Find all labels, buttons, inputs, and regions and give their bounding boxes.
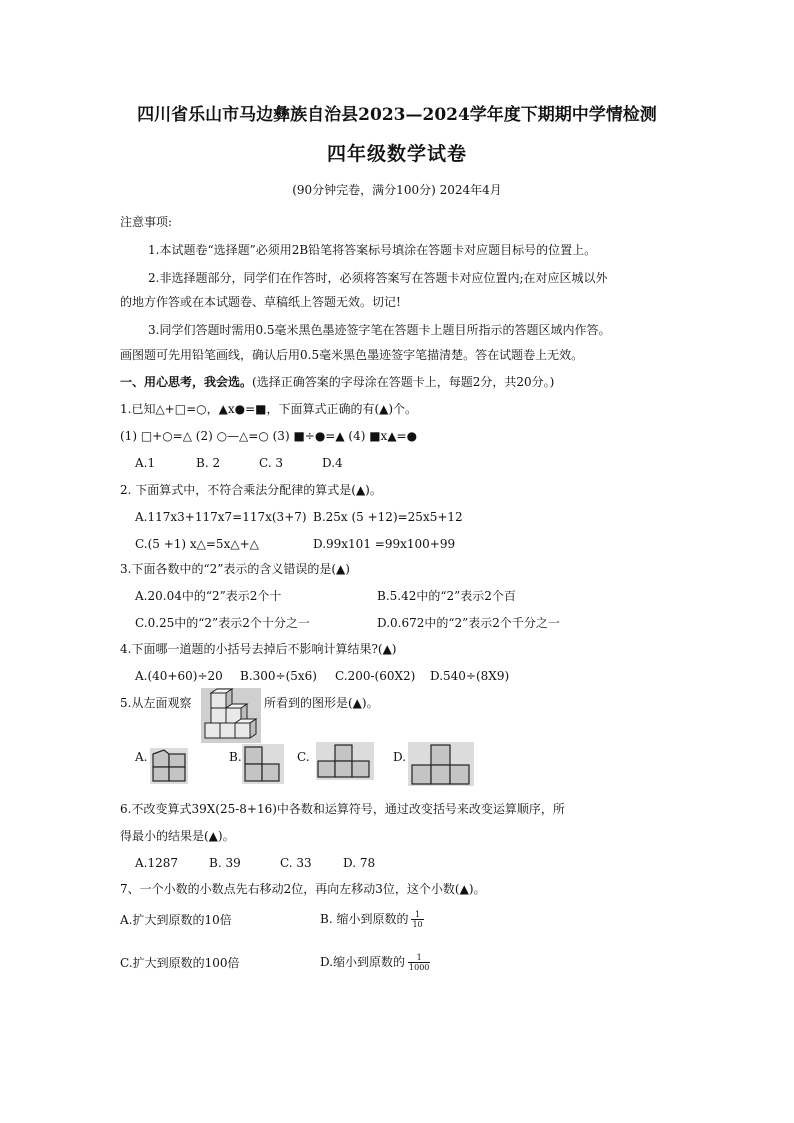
paper-title: 四年级数学试卷 — [326, 143, 467, 165]
question-4-stem: 4.下面哪一道题的小括号去掉后不影响计算结果?(▲) — [120, 642, 397, 656]
section-1-instruction: (选择正确答案的字母涂在答题卡上，每题2分，共20分。) — [252, 375, 555, 389]
question-2-stem: 2. 下面算式中，不符合乘法分配律的算式是(▲)。 — [120, 483, 382, 497]
question-2-option-d: D.99x101 =99x100+99 — [313, 537, 456, 551]
question-5-option-a: A. — [135, 750, 148, 764]
option-a-figure — [150, 748, 188, 784]
section-1-label: 一、用心思考，我会选。 — [120, 375, 253, 389]
note-2-line-1: 2.非选择题部分，同学们在作答时，必须将答案写在答题卡对应位置内;在对应区城以外 — [148, 271, 608, 285]
note-3-line-2: 画图题可先用铅笔画线，确认后用0.5毫米黑色墨迹签字笔描清楚。答在试题卷上无效。 — [120, 348, 584, 362]
question-5-option-c: C. — [297, 750, 310, 764]
option-c-figure — [316, 742, 374, 780]
question-7-option-a: A.扩大到原数的10倍 — [120, 913, 232, 927]
note-2-line-2: 的地方作答或在本试题卷、草稿纸上答题无效。切记! — [120, 295, 401, 309]
question-1-option-a: A.1 — [135, 456, 156, 470]
option-d-figure — [408, 742, 474, 786]
question-1-option-c: C. 3 — [259, 456, 284, 470]
question-3-option-d: D.0.672中的“2”表示2个千分之一 — [377, 616, 560, 630]
question-5-stem-right: 所看到的图形是(▲)。 — [264, 696, 379, 710]
question-2-option-c: C.(5 +1) x△=5x△+△ — [135, 537, 259, 551]
question-7-option-c: C.扩大到原数的100倍 — [120, 956, 240, 970]
question-6-stem-line-2: 得最小的结果是(▲)。 — [120, 829, 235, 843]
question-5-option-d: D. — [393, 750, 407, 764]
question-4-option-b: B.300÷(5x6) — [240, 669, 317, 683]
fraction-one-thousandth: $\frac{1}{1000}$ — [409, 953, 430, 972]
option-b-figure — [242, 744, 284, 784]
question-7-option-b — [320, 906, 424, 932]
question-7-option-d-text: D.缩小到原数的 — [320, 955, 406, 969]
question-6-option-b: B. 39 — [209, 856, 241, 870]
exam-header-title: 四川省乐山市马边彝族自治县2023—2024学年度下期期中学情检测 — [137, 105, 657, 125]
note-1: 1.本试题卷“选择题”必须用2B铅笔将答案标号填涂在答题卡对应题目标号的位置上。 — [148, 243, 597, 257]
note-3-line-1: 3.同学们答题时需用0.5毫米黑色墨迹签字笔在答题卡上题目所指示的答题区域内作答。 — [148, 323, 611, 337]
question-5-stem-left: 5.从左面观察 — [120, 696, 192, 710]
question-6-stem-line-1: 6.不改变算式39X(25-8+16)中各数和运算符号，通过改变括号来改变运算顺序，所 — [120, 802, 565, 816]
question-3-option-a: A.20.04中的“2”表示2个十 — [135, 589, 282, 603]
question-1-option-b: B. 2 — [196, 456, 221, 470]
question-6-option-c: C. 33 — [280, 856, 312, 870]
question-4-option-a: A.(40+60)÷20 — [135, 669, 223, 683]
section-1-heading — [120, 374, 554, 390]
question-1-stem: 1.已知△+□=○，▲x●=■，下面算式正确的有(▲)个。 — [120, 402, 418, 416]
question-3-option-c: C.0.25中的“2”表示2个十分之一 — [135, 616, 310, 630]
paper-subtitle: (90分钟完卷，满分100分) 2024年4月 — [292, 183, 502, 197]
question-6-option-d: D. 78 — [343, 856, 376, 870]
question-2-option-b: B.25x (5 +12)=25x5+12 — [313, 510, 463, 524]
question-4-option-c: C.200-(60X2) — [335, 669, 416, 683]
question-5-option-b: B. — [229, 750, 242, 764]
notes-heading: 注意事项: — [120, 215, 173, 229]
question-1-items: (1) □+○=△ (2) ○—△=○ (3) ■÷●=▲ (4) ■x▲=● — [120, 429, 418, 443]
question-7-option-d — [320, 949, 430, 975]
fraction-one-tenth: $\frac{1}{10}$ — [412, 910, 423, 929]
question-3-stem: 3.下面各数中的“2”表示的含义错误的是(▲) — [120, 562, 350, 576]
question-7-option-b-text: B. 缩小到原数的 — [320, 912, 409, 926]
question-1-option-d: D.4 — [322, 456, 343, 470]
question-3-option-b: B.5.42中的“2”表示2个百 — [377, 589, 516, 603]
question-7-stem: 7、一个小数的小数点先右移动2位，再向左移动3位，这个小数(▲)。 — [120, 882, 486, 896]
question-6-option-a: A.1287 — [135, 856, 179, 870]
cube-stack-figure — [201, 688, 261, 743]
question-2-option-a: A.117x3+117x7=117x(3+7) — [135, 510, 307, 524]
question-4-option-d: D.540÷(8X9) — [430, 669, 510, 683]
